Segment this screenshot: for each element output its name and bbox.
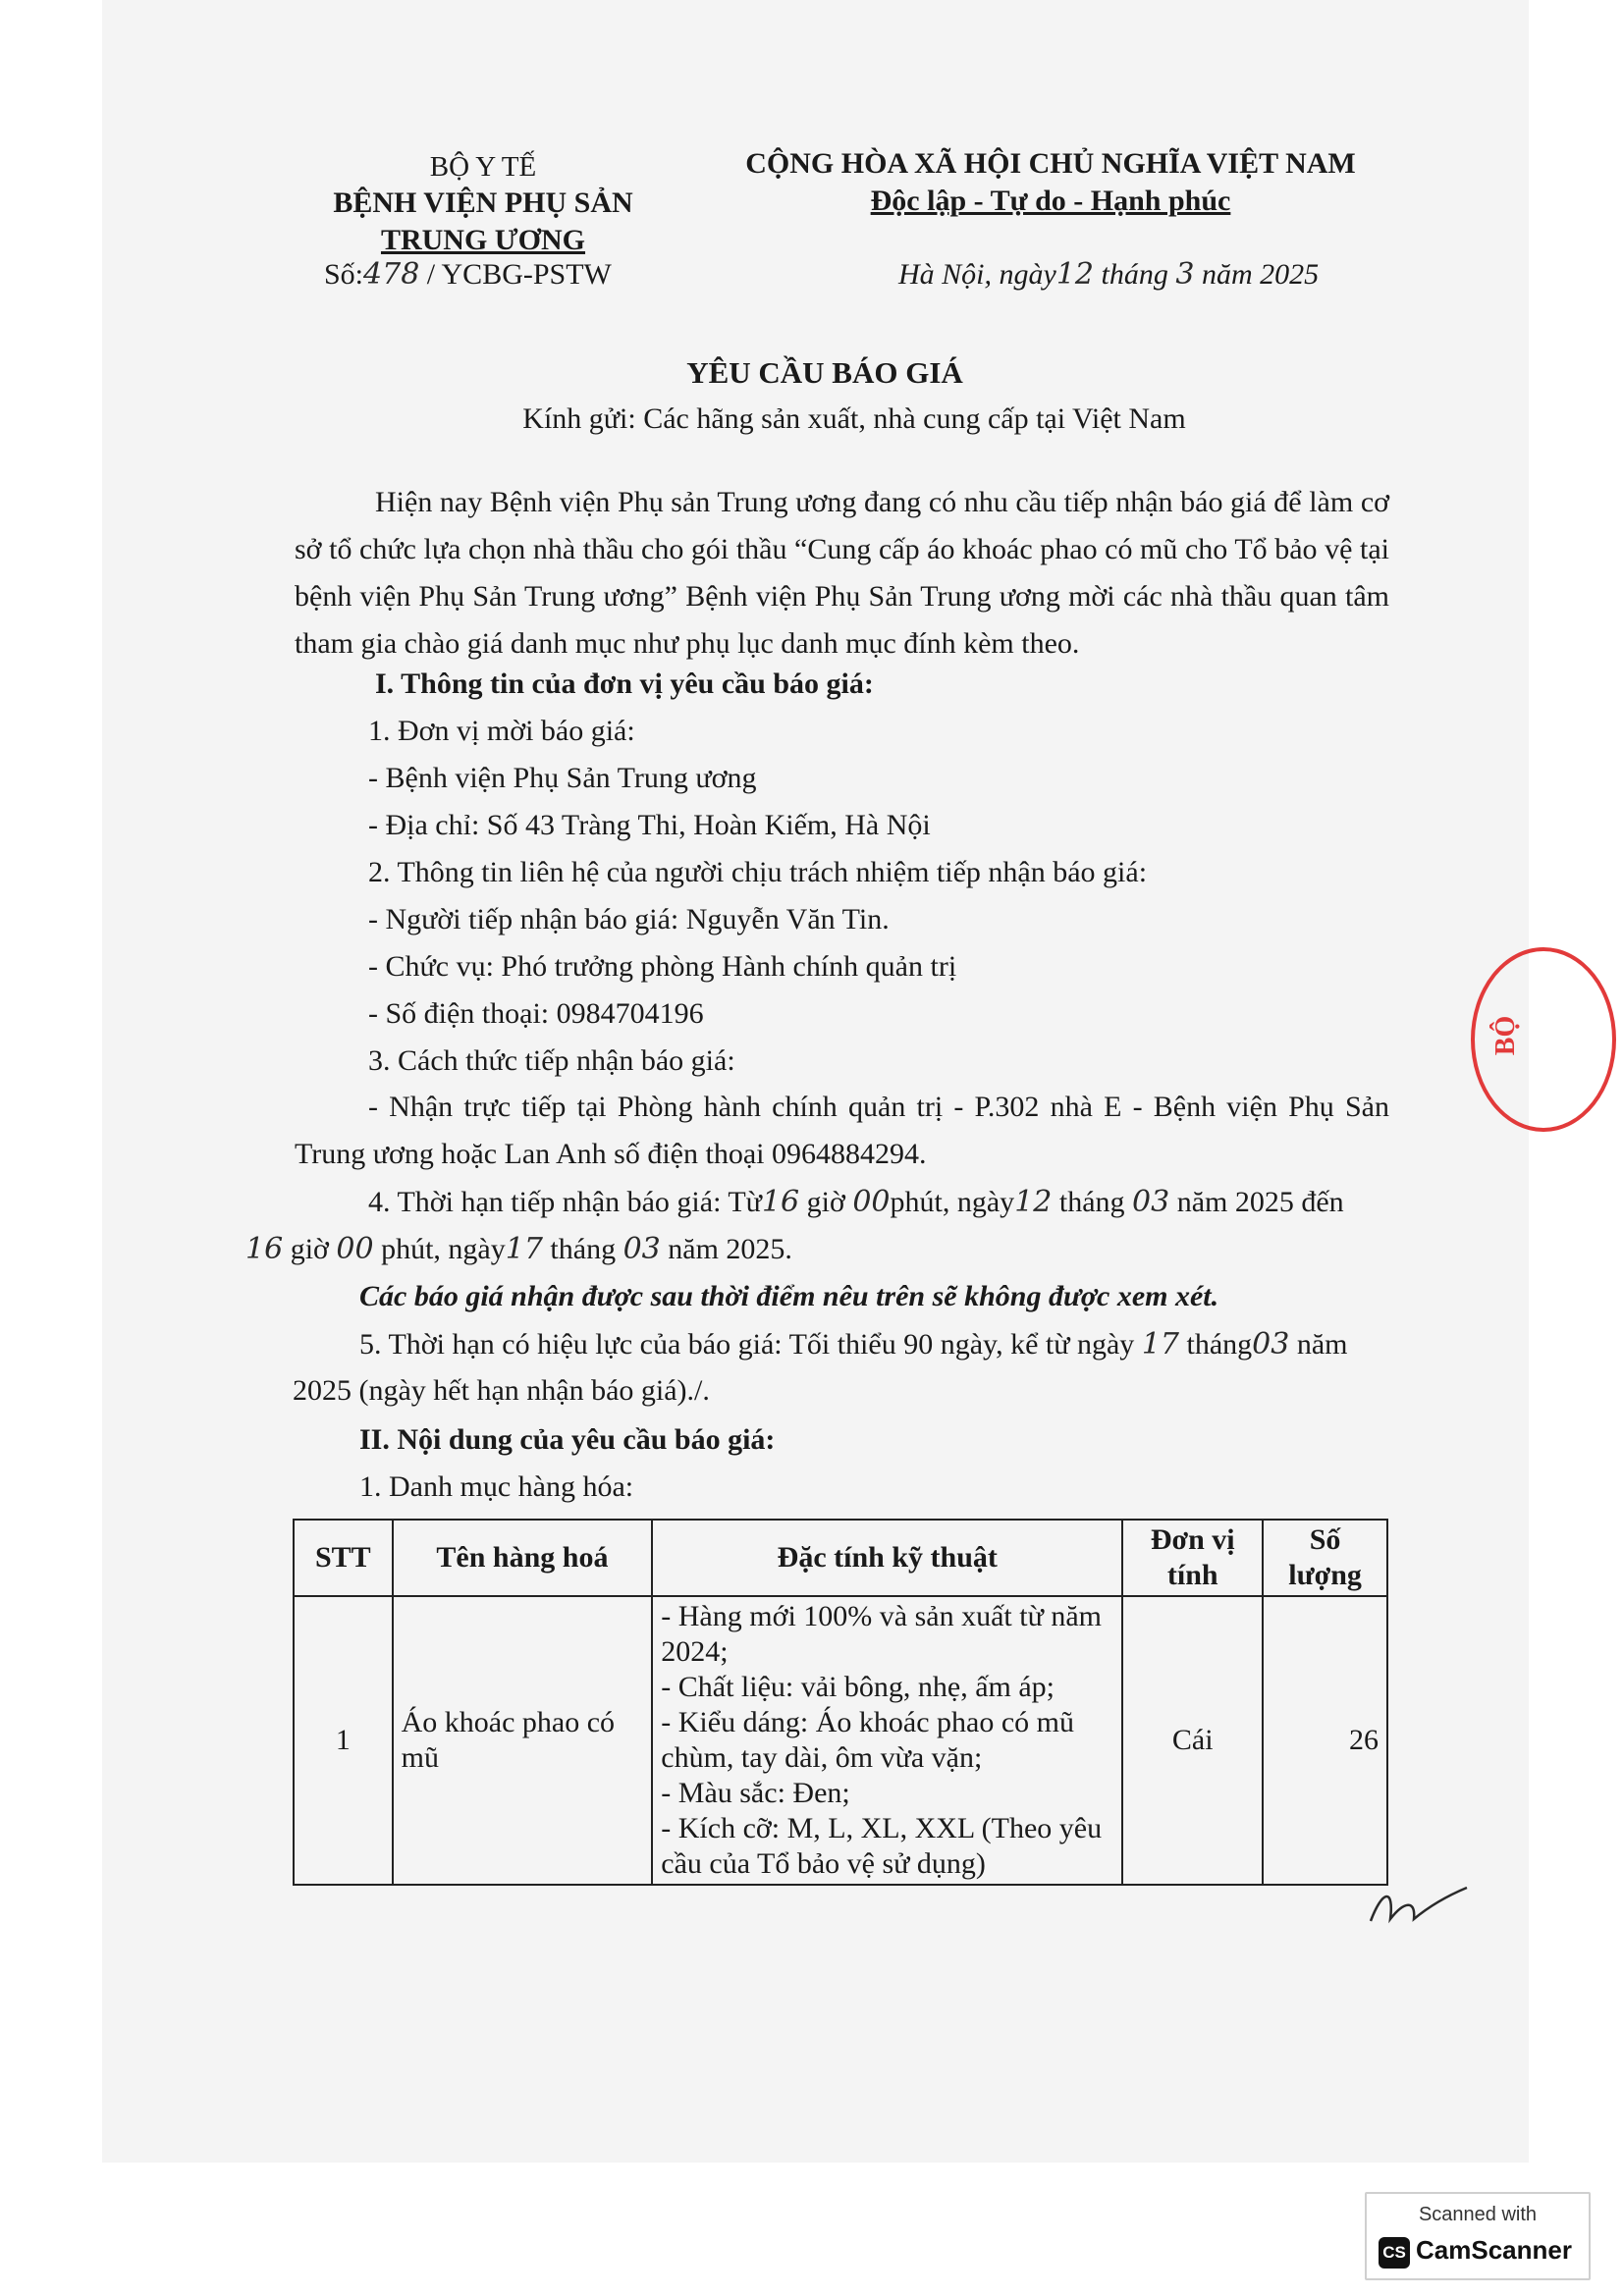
cell-stt: 1 <box>294 1596 393 1885</box>
receiver-position: - Chức vụ: Phó trưởng phòng Hành chính quản trị <box>368 950 957 983</box>
camscanner-logo-icon: CS <box>1379 2237 1410 2269</box>
cell-qty: 26 <box>1263 1596 1387 1885</box>
ministry-name: BỘ Y TẾ <box>429 151 537 183</box>
signature-mark <box>1365 1880 1473 1939</box>
section1-heading: I. Thông tin của đơn vị yêu cầu báo giá: <box>375 667 874 700</box>
official-stamp: BỘ <box>1471 947 1616 1132</box>
section2-item1: 1. Danh mục hàng hóa: <box>359 1470 634 1503</box>
document-number: Số:478 / YCBG-PSTW <box>324 257 612 292</box>
validity-line1: 5. Thời hạn có hiệu lực của báo giá: Tối thiểu 90 ngày, kể từ ngày 17 tháng03 năm <box>359 1327 1348 1362</box>
section1-item1: 1. Đơn vị mời báo giá: <box>368 715 635 747</box>
spec-line: - Chất liệu: vải bông, nhẹ, ấm áp; <box>661 1671 1055 1703</box>
spec-line: - Hàng mới 100% và sản xuất từ năm 2024; <box>661 1600 1102 1668</box>
header-unit: Đơn vị tính <box>1122 1520 1263 1596</box>
header-qty: Số lượng <box>1263 1520 1387 1596</box>
recipient-line: Kính gửi: Các hãng sản xuất, nhà cung cấp tại Việt Nam <box>522 402 1186 435</box>
cell-name: Áo khoác phao có mũ <box>393 1596 653 1885</box>
camscanner-name: CamScanner <box>1416 2235 1572 2265</box>
validity-line2: 2025 (ngày hết hạn nhận báo giá)./. <box>293 1374 710 1407</box>
document-title: YÊU CẦU BÁO GIÁ <box>686 355 963 390</box>
handwritten-month: 3 <box>1175 257 1195 292</box>
section1-item2: 2. Thông tin liên hệ của người chịu trách nhiệm tiếp nhận báo giá: <box>368 856 1148 888</box>
late-warning: Các báo giá nhận được sau thời điểm nêu trên sẽ không được xem xét. <box>359 1280 1219 1312</box>
cell-spec <box>652 1596 1122 1885</box>
national-motto: Độc lập - Tự do - Hạnh phúc <box>870 185 1231 217</box>
handwritten-day: 12 <box>1055 257 1095 292</box>
document-date: Hà Nội, ngày12 tháng 3 năm 2025 <box>898 257 1320 292</box>
table-header-row <box>294 1520 1387 1596</box>
section1-item3: 3. Cách thức tiếp nhận báo giá: <box>368 1044 735 1077</box>
hospital-name-line2: TRUNG ƯƠNG <box>380 224 586 256</box>
hospital-name <box>306 185 660 259</box>
spec-line: - Kích cỡ: M, L, XL, XXL (Theo yêu cầu của Tổ bảo vệ sử dụng) <box>661 1812 1103 1880</box>
hospital-name-line1: BỆNH VIỆN PHỤ SẢN <box>333 187 633 219</box>
header-spec: Đặc tính kỹ thuật <box>652 1520 1122 1596</box>
republic-name: CỘNG HÒA XÃ HỘI CHỦ NGHĨA VIỆT NAM <box>745 147 1356 180</box>
scanned-with-label: Scanned with <box>1418 2204 1538 2225</box>
header-stt: STT <box>294 1520 393 1596</box>
intro-paragraph: Hiện nay Bệnh viện Phụ sản Trung ương đang có nhu cầu tiếp nhận báo giá để làm cơ sở tổ chức lựa chọn nhà thầu cho gói thầu “Cung cấp áo khoác phao có mũ cho Tổ bảo vệ tại bệnh viện Phụ Sản Trung ương” Bệnh viện Phụ Sản Trung ương mời các nhà thầu quan tâm tham gia chào giá danh mục như phụ lục danh mục đính kèm theo. <box>295 486 1389 660</box>
deadline-line2: 16 giờ 00 phút, ngày17 tháng 03 năm 2025. <box>245 1232 792 1266</box>
section2-heading: II. Nội dung của yêu cầu báo giá: <box>359 1423 776 1456</box>
spec-line: - Màu sắc: Đen; <box>661 1777 850 1809</box>
cell-unit: Cái <box>1122 1596 1263 1885</box>
handwritten-number: 478 <box>363 257 420 292</box>
receiver-phone: - Số điện thoại: 0984704196 <box>368 997 704 1030</box>
spec-line: - Kiểu dáng: Áo khoác phao có mũ chùm, tay dài, ôm vừa vặn; <box>661 1706 1074 1774</box>
table-row <box>294 1596 1387 1885</box>
deadline-line1: 4. Thời hạn tiếp nhận báo giá: Từ16 giờ 00phút, ngày12 tháng 03 năm 2025 đến <box>368 1185 1344 1219</box>
unit-name: - Bệnh viện Phụ Sản Trung ương <box>368 762 757 794</box>
goods-table <box>293 1519 1388 1886</box>
unit-address: - Địa chỉ: Số 43 Tràng Thi, Hoàn Kiếm, Hà Nội <box>368 809 931 841</box>
receiving-method: - Nhận trực tiếp tại Phòng hành chính quản trị - P.302 nhà E - Bệnh viện Phụ Sản Trung ương hoặc Lan Anh số điện thoại 0964884294. <box>295 1091 1389 1170</box>
header-name: Tên hàng hoá <box>393 1520 653 1596</box>
receiver-name: - Người tiếp nhận báo giá: Nguyễn Văn Tin. <box>368 903 890 935</box>
camscanner-badge <box>1365 2192 1591 2280</box>
